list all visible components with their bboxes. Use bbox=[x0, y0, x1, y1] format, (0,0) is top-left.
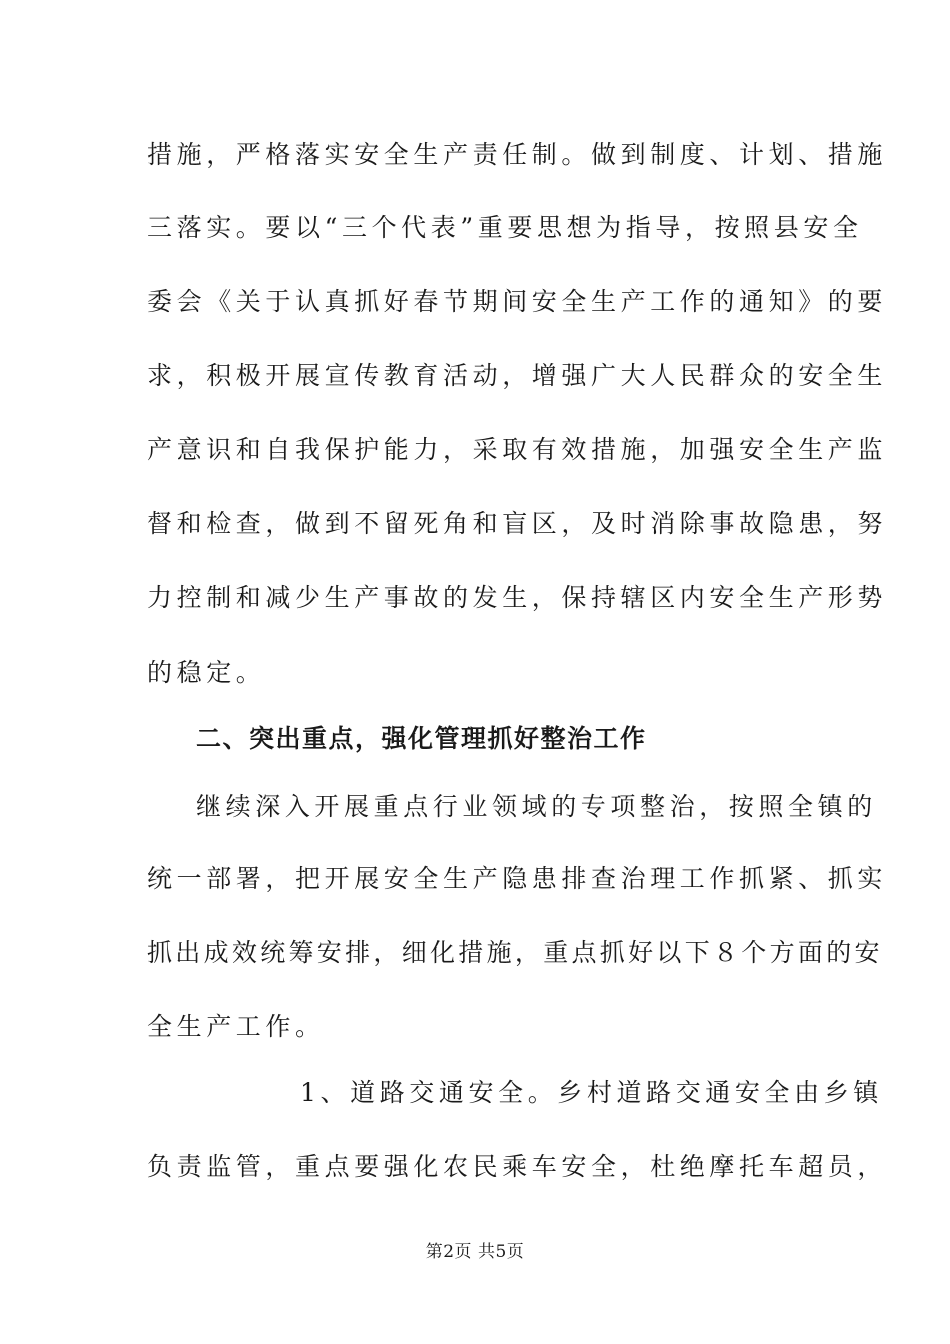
section-paragraph-line-1: 继续深入开展重点行业领域的专项整治，按照全镇的 bbox=[196, 792, 877, 821]
item-line-1: 1、道路交通安全。乡村道路交通安全由乡镇 bbox=[300, 1078, 883, 1107]
section-paragraph-line-2: 统一部署，把开展安全生产隐患排查治理工作抓紧、抓实 bbox=[147, 864, 888, 893]
paragraph-line-2: 三落实。要以“三个代表”重要思想为指导，按照县安全 bbox=[147, 213, 863, 242]
section-paragraph-line-3: 抓出成效统筹安排，细化措施，重点抓好以下８个方面的安 bbox=[147, 938, 883, 967]
paragraph-line-1: 措施，严格落实安全生产责任制。做到制度、计划、措施 bbox=[147, 140, 888, 169]
paragraph-line-4: 求，积极开展宣传教育活动，增强广大人民群众的安全生 bbox=[147, 361, 888, 390]
item-line-2: 负责监管，重点要强化农民乘车安全，杜绝摩托车超员， bbox=[147, 1152, 888, 1181]
paragraph-line-6: 督和检查，做到不留死角和盲区，及时消除事故隐患，努 bbox=[147, 509, 888, 538]
section-heading: 二、突出重点，强化管理抓好整治工作 bbox=[196, 724, 647, 753]
page-number-footer: 第2页 共5页 bbox=[425, 1242, 525, 1262]
section-paragraph-line-4: 全生产工作。 bbox=[147, 1012, 325, 1041]
paragraph-line-5: 产意识和自我保护能力，采取有效措施，加强安全生产监 bbox=[147, 435, 888, 464]
paragraph-line-3: 委会《关于认真抓好春节期间安全生产工作的通知》的要 bbox=[147, 287, 888, 316]
paragraph-line-7: 力控制和减少生产事故的发生，保持辖区内安全生产形势 bbox=[147, 583, 888, 612]
paragraph-line-8: 的稳定。 bbox=[147, 658, 266, 687]
